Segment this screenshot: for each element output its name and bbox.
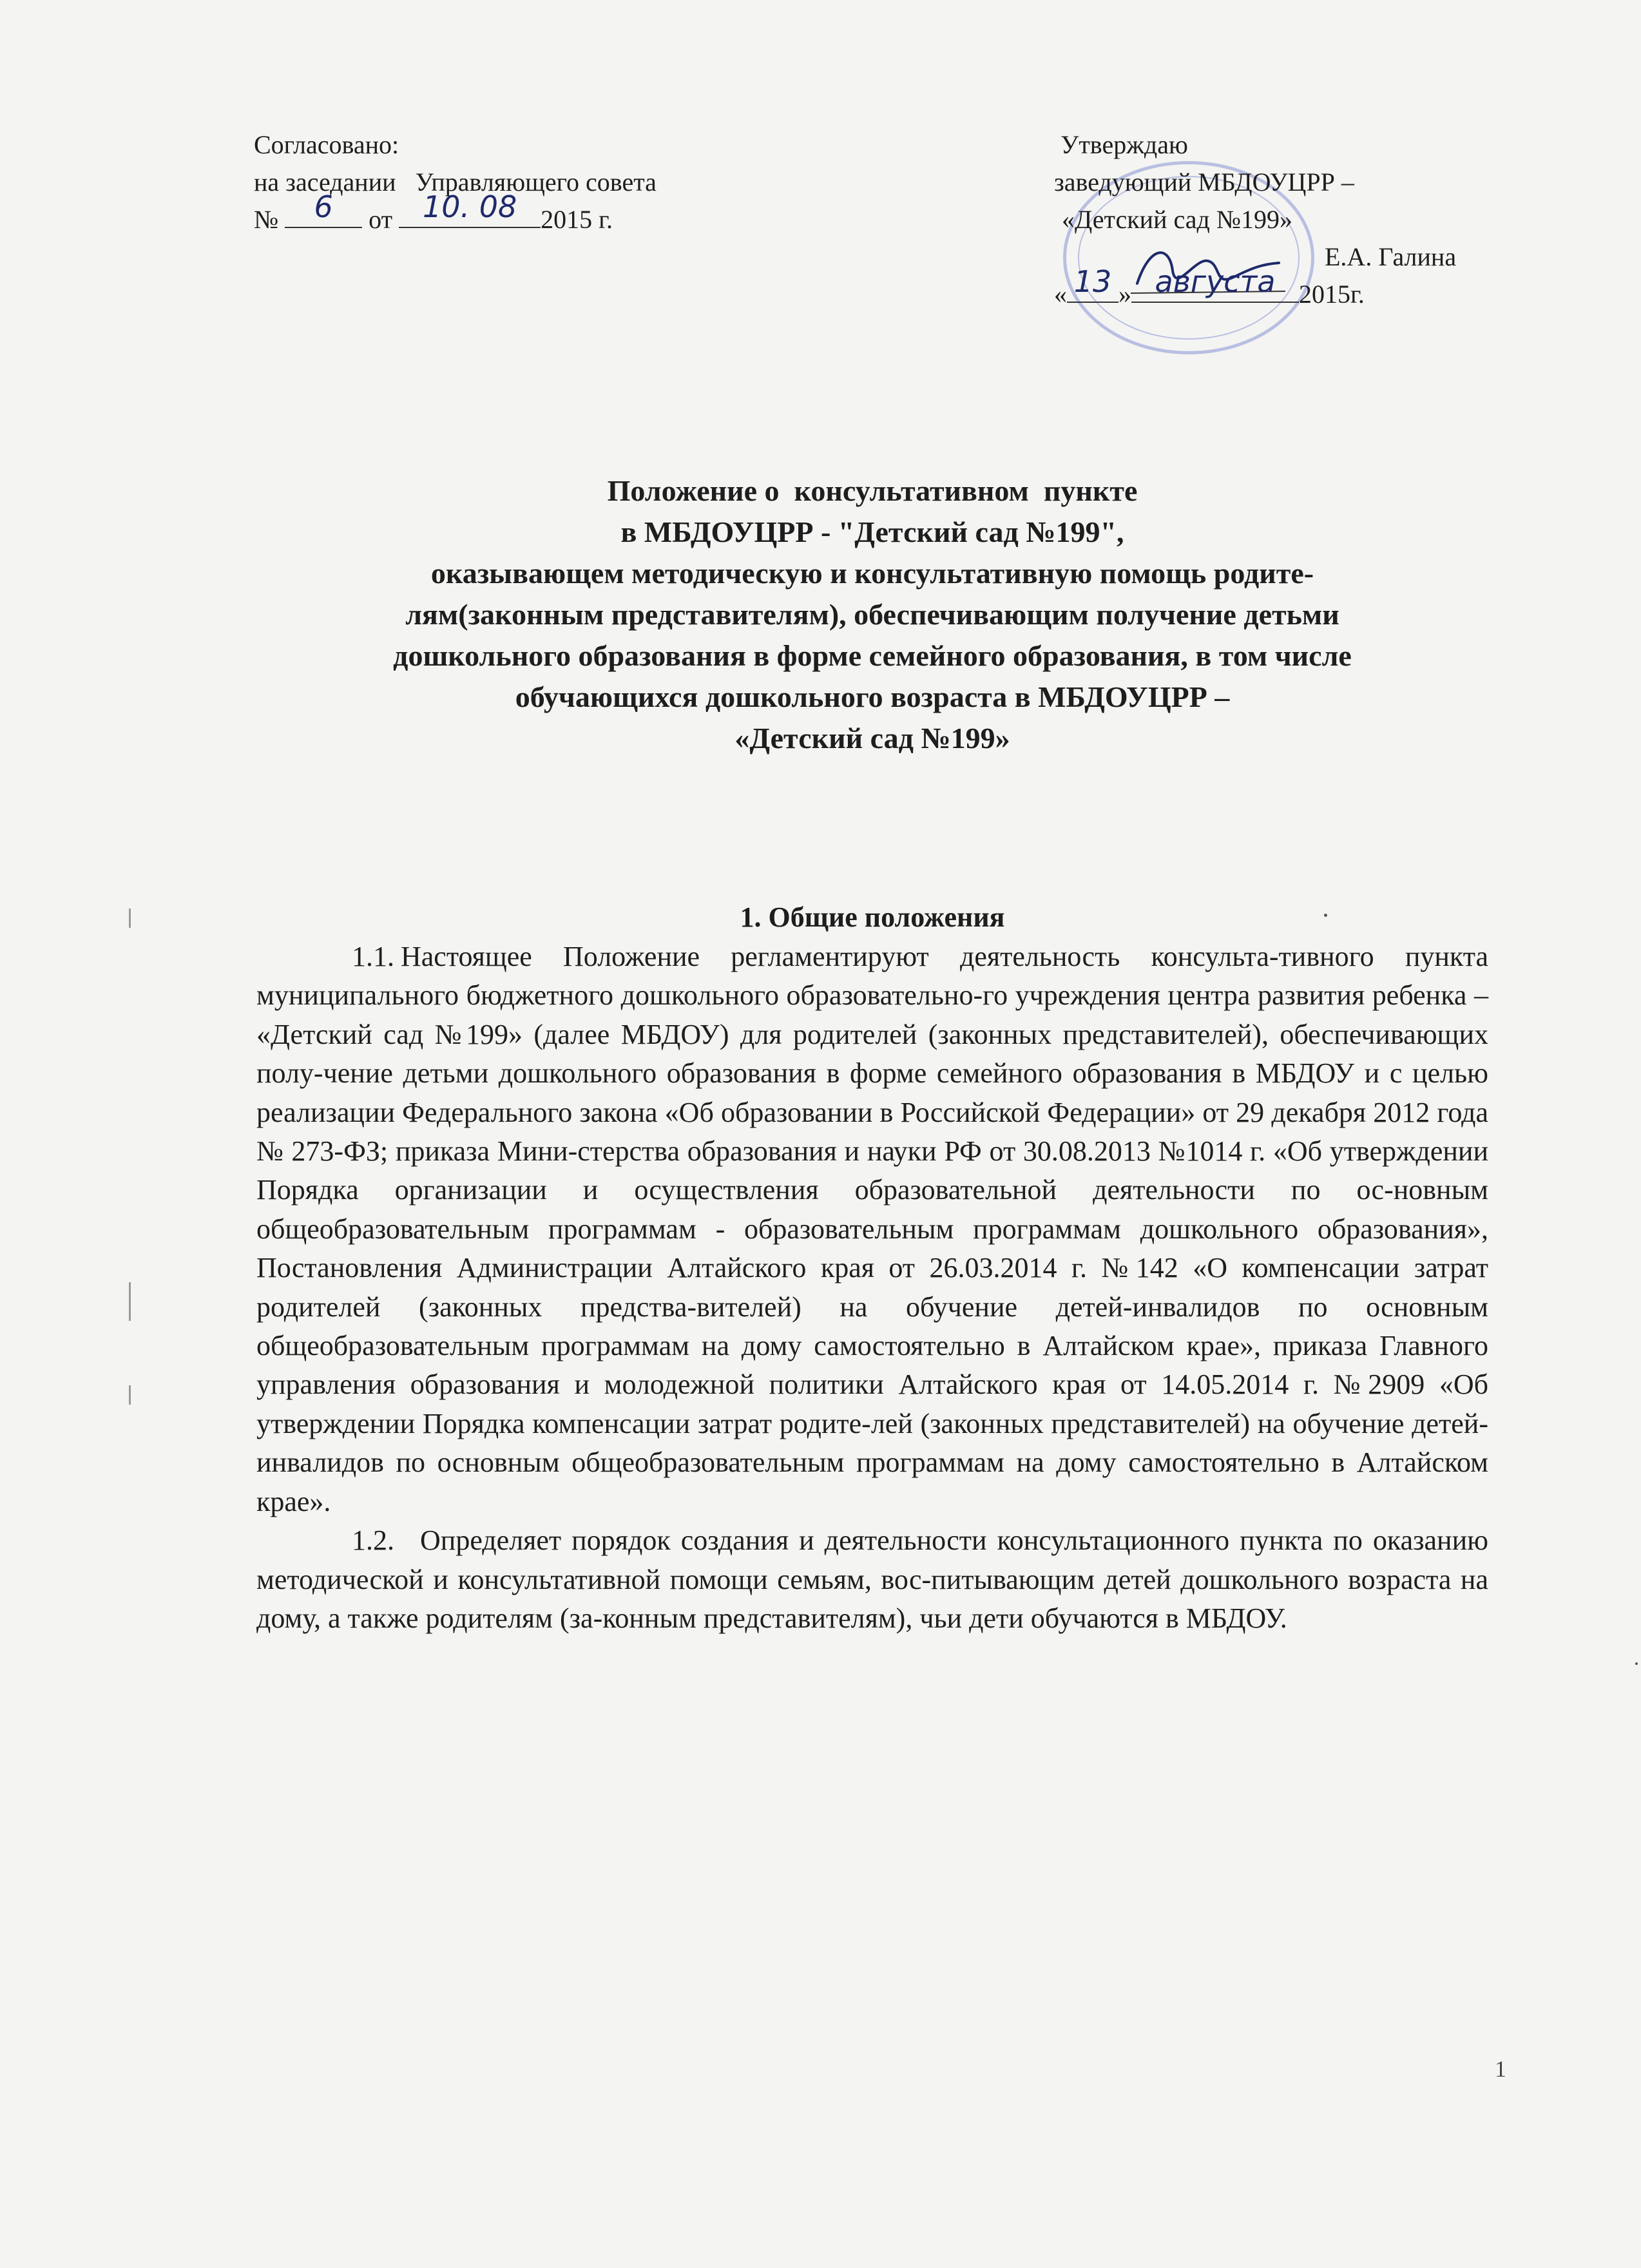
approve-name: Е.А. Галина — [1325, 242, 1457, 271]
paragraph-1-1 — [256, 937, 1488, 1521]
title-line: дошкольного образования в форме семейного образования, в том числе — [393, 639, 1352, 672]
approve-day-close: » — [1118, 280, 1131, 309]
document-title — [254, 470, 1491, 759]
agreed-block — [254, 126, 657, 238]
approve-date-line — [1054, 264, 1456, 313]
paragraph-number: 1.1. — [352, 941, 394, 972]
section-heading: 1. Общие положения — [740, 901, 1005, 933]
agreed-number-prefix: № — [254, 205, 279, 234]
approve-year: 2015г. — [1299, 280, 1365, 309]
approve-month-blank — [1131, 264, 1299, 303]
title-line: обучающихся дошкольного возраста в МБДОУЦРР – — [515, 680, 1230, 713]
paragraph-1-2 — [256, 1521, 1488, 1638]
approve-title: Утверждаю — [1060, 130, 1188, 159]
approve-position: заведующий МБДОУЦРР – — [1054, 168, 1354, 197]
agreed-title: Согласовано: — [254, 130, 399, 159]
scan-mark — [129, 1282, 131, 1321]
scan-mark — [129, 908, 131, 928]
approve-month-handwritten: августа — [1155, 264, 1276, 299]
scan-mark — [129, 1385, 131, 1405]
agreed-council-line: на заседании Управляющего совета — [254, 168, 657, 197]
agreed-year: 2015 г. — [541, 205, 613, 234]
paragraph-text: Определяет порядок создания и деятельности консультационного пункта по оказанию методической и консультативной помощи семьям, вос-питывающим детей дошкольного возраста на дому, а также родителям (за-конным представителям), чьи дети обучаются в МБДОУ. — [256, 1524, 1488, 1634]
title-line: «Детский сад №199» — [734, 722, 1010, 754]
title-line: в МБДОУЦРР - "Детский сад №199", — [620, 515, 1124, 548]
scan-speck — [1635, 1662, 1638, 1665]
paragraph-text: Настоящее Положение регламентируют деятельность консульта-тивного пункта муниципального бюджетного дошкольного образовательно-го учреждения центра развития ребенка – «Детский сад №199» (далее МБДОУ) для родителей (законных представителей), обеспечивающих полу-чение детьми дошкольного образования в форме семейного образования в МБДОУ и с целью реализации Федерального закона «Об образовании в Российской Федерации» от 29 декабря 2012 года № 273-ФЗ; приказа Мини-стерства образования и науки РФ от 30.08.2013 №1014 г. «Об утверждении Порядка организации и осуществления образовательной деятельности по ос-новным общеобразовательным программам - образовательным программам дошкольного образования», Постановления Администрации Алтайского края от 26.03.2014 г. №142 «О компенсации затрат родителей (законных предства-вителей) на обучение детей-инвалидов по основным общеобразовательным программам на дому самостоятельно в Алтайском крае», приказа Главного управления образования и молодежной политики Алтайского края от 14.05.2014 г. №2909 «Об утверждении Порядка компенсации затрат родите-лей (законных представителей) на обучение детей-инвалидов по основным общеобразовательным программам на дому самостоятельно в Алтайском крае». — [256, 941, 1488, 1517]
title-line: оказывающем методическую и консультативную помощь родите- — [430, 557, 1314, 590]
scan-speck — [1324, 914, 1327, 917]
agreed-number-line — [254, 189, 657, 238]
agreed-number-handwritten: 6 — [314, 189, 333, 224]
approve-day-blank — [1067, 264, 1118, 303]
agreed-date-handwritten: 10. 08 — [422, 189, 517, 224]
section-body — [256, 937, 1488, 1638]
approve-day-open: « — [1054, 280, 1067, 309]
agreed-date-blank — [399, 189, 541, 228]
paragraph-number: 1.2. — [352, 1524, 394, 1557]
agreed-number-blank — [285, 189, 362, 228]
approve-day-handwritten: 13 — [1073, 264, 1112, 299]
title-line: лям(законным представителям), обеспечивающим получение детьми — [405, 598, 1339, 631]
approve-block — [1054, 126, 1456, 313]
agreed-from-label: от — [369, 205, 393, 234]
page-number: 1 — [1495, 2056, 1506, 2082]
approve-org: «Детский сад №199» — [1062, 205, 1293, 234]
title-line: Положение о консультативном пункте — [607, 474, 1138, 507]
